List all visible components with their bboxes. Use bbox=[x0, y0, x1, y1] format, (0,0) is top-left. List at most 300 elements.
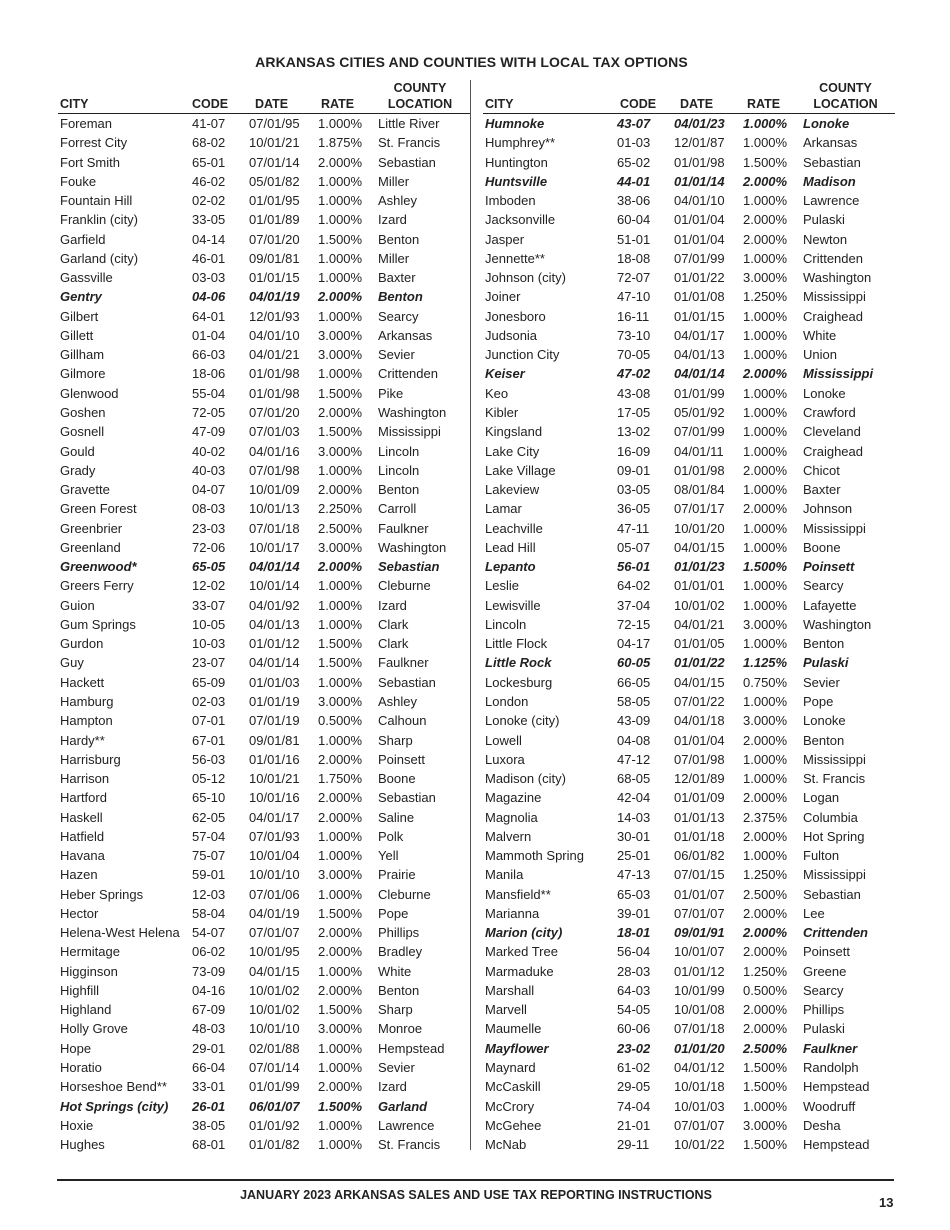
cell-city: Lincoln bbox=[485, 616, 527, 632]
cell-date: 01/01/20 bbox=[674, 1040, 725, 1056]
cell-rate: 1.500% bbox=[743, 1060, 788, 1076]
cell-rate: 2.000% bbox=[743, 501, 788, 517]
table-row bbox=[58, 788, 470, 807]
cell-city: Leslie bbox=[485, 578, 519, 594]
cell-rate: 2.000% bbox=[743, 944, 788, 960]
cell-date: 01/01/07 bbox=[674, 886, 725, 902]
cell-code: 43-07 bbox=[617, 116, 651, 131]
cell-city: Highland bbox=[60, 1002, 112, 1018]
cell-rate: 2.000% bbox=[318, 751, 363, 767]
table-row bbox=[483, 653, 895, 672]
cell-city: Gilbert bbox=[60, 308, 99, 324]
cell-date: 07/01/17 bbox=[674, 501, 725, 517]
cell-city: Harrisburg bbox=[60, 751, 121, 767]
cell-date: 01/01/98 bbox=[249, 385, 300, 401]
cell-date: 04/01/15 bbox=[674, 539, 725, 555]
cell-city: Gassville bbox=[60, 270, 113, 286]
cell-city: Magnolia bbox=[485, 809, 538, 825]
cell-code: 18-06 bbox=[192, 366, 226, 382]
cell-date: 04/01/18 bbox=[674, 713, 725, 729]
cell-code: 73-10 bbox=[617, 327, 651, 343]
cell-city: Mammoth Spring bbox=[485, 848, 584, 864]
cell-date: 09/01/91 bbox=[674, 925, 725, 941]
cell-rate: 1.000% bbox=[318, 578, 363, 594]
cell-code: 65-05 bbox=[192, 559, 226, 575]
cell-rate: 2.000% bbox=[318, 1079, 363, 1095]
cell-city: Hoxie bbox=[60, 1117, 94, 1133]
cell-code: 17-05 bbox=[617, 404, 651, 420]
cell-code: 72-07 bbox=[617, 270, 651, 286]
table-row bbox=[58, 923, 470, 942]
cell-date: 10/01/17 bbox=[249, 539, 300, 555]
table-row bbox=[483, 827, 895, 846]
table-row bbox=[483, 307, 895, 326]
cell-county-location: Hempstead bbox=[803, 1079, 870, 1095]
cell-date: 04/01/13 bbox=[249, 616, 300, 632]
cell-rate: 1.500% bbox=[318, 231, 363, 247]
cell-date: 04/01/13 bbox=[674, 347, 725, 363]
cell-date: 07/01/93 bbox=[249, 828, 300, 844]
cell-code: 47-11 bbox=[617, 520, 650, 536]
cell-county-location: Boone bbox=[378, 771, 416, 787]
cell-county-location: Baxter bbox=[803, 482, 841, 498]
cell-rate: 1.000% bbox=[318, 597, 363, 613]
cell-county-location: Poinsett bbox=[803, 559, 855, 575]
cell-county-location: Sebastian bbox=[378, 559, 440, 575]
table-row bbox=[58, 210, 470, 229]
cell-county-location: Union bbox=[803, 347, 837, 363]
cell-rate: 1.000% bbox=[318, 212, 363, 228]
cell-code: 04-08 bbox=[617, 732, 651, 748]
cell-code: 66-05 bbox=[617, 674, 651, 690]
table-row bbox=[483, 230, 895, 249]
table-row bbox=[58, 846, 470, 865]
cell-rate: 1.000% bbox=[743, 443, 788, 459]
cell-rate: 1.000% bbox=[743, 347, 788, 363]
right-table bbox=[483, 78, 895, 1154]
cell-date: 09/01/81 bbox=[249, 732, 300, 748]
cell-date: 07/01/18 bbox=[249, 520, 300, 536]
cell-city: Hermitage bbox=[60, 944, 120, 960]
table-row bbox=[58, 904, 470, 923]
cell-city: Grady bbox=[60, 462, 96, 478]
cell-city: Hope bbox=[60, 1040, 92, 1056]
cell-rate: 2.000% bbox=[743, 366, 788, 382]
cell-county-location: Sevier bbox=[378, 347, 415, 363]
cell-county-location: St. Francis bbox=[803, 771, 866, 787]
header-code: CODE bbox=[620, 97, 657, 111]
cell-rate: 2.500% bbox=[743, 1040, 788, 1056]
cell-rate: 1.500% bbox=[743, 1079, 788, 1095]
cell-date: 07/01/03 bbox=[249, 424, 300, 440]
cell-rate: 1.000% bbox=[743, 327, 788, 343]
cell-rate: 2.000% bbox=[318, 154, 363, 170]
cell-rate: 0.750% bbox=[743, 674, 788, 690]
cell-county-location: Pulaski bbox=[803, 212, 845, 228]
cell-date: 10/01/22 bbox=[674, 1137, 725, 1153]
cell-date: 04/01/14 bbox=[249, 559, 300, 575]
cell-county-location: White bbox=[803, 327, 837, 343]
cell-rate: 1.000% bbox=[743, 404, 788, 420]
cell-county-location: Mississippi bbox=[803, 867, 866, 883]
cell-date: 01/01/13 bbox=[674, 809, 725, 825]
cell-code: 56-01 bbox=[617, 559, 651, 575]
cell-rate: 2.000% bbox=[318, 482, 363, 498]
cell-city: Lead Hill bbox=[485, 539, 536, 555]
cell-rate: 1.000% bbox=[743, 1098, 788, 1114]
table-row bbox=[483, 981, 895, 1000]
cell-city: Keiser bbox=[485, 366, 525, 382]
cell-county-location: Searcy bbox=[378, 308, 419, 324]
cell-rate: 1.000% bbox=[743, 250, 788, 266]
cell-city: Mansfield** bbox=[485, 886, 551, 902]
cell-city: Helena-West Helena bbox=[60, 925, 180, 941]
cell-code: 47-13 bbox=[617, 867, 651, 883]
cell-code: 18-08 bbox=[617, 250, 651, 266]
cell-city: Humphrey** bbox=[485, 135, 556, 151]
cell-county-location: Hot Spring bbox=[803, 828, 865, 844]
cell-county-location: Lafayette bbox=[803, 597, 857, 613]
cell-rate: 1.000% bbox=[318, 308, 363, 324]
cell-rate: 1.000% bbox=[318, 732, 363, 748]
cell-rate: 1.000% bbox=[318, 270, 363, 286]
cell-rate: 1.500% bbox=[318, 385, 363, 401]
cell-city: Glenwood bbox=[60, 385, 119, 401]
cell-date: 07/01/22 bbox=[674, 693, 725, 709]
cell-date: 10/01/04 bbox=[249, 848, 300, 864]
cell-date: 01/01/04 bbox=[674, 732, 725, 748]
cell-county-location: Phillips bbox=[378, 925, 420, 941]
cell-city: Gravette bbox=[60, 482, 110, 498]
table-row bbox=[483, 364, 895, 383]
cell-rate: 3.000% bbox=[743, 1117, 788, 1133]
cell-code: 38-06 bbox=[617, 193, 651, 209]
cell-city: Hazen bbox=[60, 867, 98, 883]
cell-county-location: Woodruff bbox=[803, 1098, 856, 1114]
cell-code: 04-07 bbox=[192, 482, 226, 498]
cell-code: 60-05 bbox=[617, 655, 651, 671]
cell-date: 04/01/15 bbox=[249, 963, 300, 979]
header-city: CITY bbox=[60, 97, 89, 111]
cell-date: 01/01/98 bbox=[674, 154, 725, 170]
cell-date: 10/01/18 bbox=[674, 1079, 725, 1095]
cell-code: 39-01 bbox=[617, 905, 651, 921]
table-row bbox=[58, 731, 470, 750]
cell-rate: 0.500% bbox=[743, 982, 788, 998]
header-county-line2: LOCATION bbox=[813, 97, 878, 111]
cell-city: Keo bbox=[485, 385, 509, 401]
cell-county-location: Crittenden bbox=[378, 366, 438, 382]
cell-rate: 2.000% bbox=[318, 790, 363, 806]
cell-date: 10/01/03 bbox=[674, 1098, 725, 1114]
cell-city: Gum Springs bbox=[60, 616, 136, 632]
table-row bbox=[483, 1000, 895, 1019]
table-row bbox=[483, 692, 895, 711]
cell-code: 18-01 bbox=[617, 925, 651, 941]
table-row bbox=[58, 981, 470, 1000]
cell-code: 66-04 bbox=[192, 1060, 226, 1076]
table-row bbox=[58, 442, 470, 461]
cell-rate: 1.500% bbox=[318, 424, 363, 440]
cell-county-location: Sevier bbox=[803, 674, 840, 690]
table-row bbox=[58, 808, 470, 827]
cell-code: 61-02 bbox=[617, 1060, 651, 1076]
cell-code: 58-05 bbox=[617, 693, 651, 709]
cell-code: 02-02 bbox=[192, 193, 226, 209]
cell-city: Gilmore bbox=[60, 366, 106, 382]
table-row bbox=[58, 692, 470, 711]
cell-date: 01/01/19 bbox=[249, 693, 300, 709]
cell-county-location: Benton bbox=[378, 231, 420, 247]
cell-city: Lockesburg bbox=[485, 674, 553, 690]
cell-rate: 2.000% bbox=[743, 212, 788, 228]
cell-city: Franklin (city) bbox=[60, 212, 139, 228]
cell-date: 01/01/05 bbox=[674, 636, 725, 652]
cell-date: 05/01/92 bbox=[674, 404, 725, 420]
cell-code: 64-01 bbox=[192, 308, 226, 324]
cell-county-location: Sevier bbox=[378, 1060, 415, 1076]
table-row bbox=[483, 191, 895, 210]
cell-city: Lowell bbox=[485, 732, 522, 748]
cell-rate: 2.000% bbox=[318, 404, 363, 420]
cell-rate: 1.000% bbox=[318, 828, 363, 844]
cell-date: 04/01/19 bbox=[249, 289, 300, 305]
cell-city: Fort Smith bbox=[60, 154, 120, 170]
cell-city: Huntington bbox=[485, 154, 548, 170]
table-row bbox=[483, 268, 895, 287]
table-row bbox=[58, 1077, 470, 1096]
cell-county-location: Ashley bbox=[378, 193, 418, 209]
cell-county-location: Cleburne bbox=[378, 886, 431, 902]
cell-city: Garland (city) bbox=[60, 250, 139, 266]
cell-city: Joiner bbox=[485, 289, 521, 305]
cell-rate: 1.000% bbox=[743, 848, 788, 864]
cell-city: Malvern bbox=[485, 828, 532, 844]
cell-county-location: Mississippi bbox=[803, 366, 874, 382]
cell-city: Manila bbox=[485, 867, 524, 883]
cell-city: Greenbrier bbox=[60, 520, 123, 536]
cell-rate: 2.000% bbox=[318, 289, 363, 305]
cell-date: 01/01/03 bbox=[249, 674, 300, 690]
cell-code: 67-01 bbox=[192, 732, 226, 748]
cell-code: 72-06 bbox=[192, 539, 226, 555]
cell-code: 09-01 bbox=[617, 462, 651, 478]
cell-county-location: Sebastian bbox=[378, 154, 436, 170]
cell-code: 66-03 bbox=[192, 347, 226, 363]
cell-county-location: Lonoke bbox=[803, 385, 846, 401]
cell-rate: 2.000% bbox=[743, 1002, 788, 1018]
table-row bbox=[483, 210, 895, 229]
cell-date: 07/01/19 bbox=[249, 713, 300, 729]
cell-city: Lake City bbox=[485, 443, 540, 459]
cell-county-location: Crittenden bbox=[803, 250, 863, 266]
cell-date: 01/01/92 bbox=[249, 1117, 300, 1133]
cell-city: McNab bbox=[485, 1137, 527, 1153]
cell-rate: 3.000% bbox=[318, 443, 363, 459]
cell-city: Gould bbox=[60, 443, 95, 459]
cell-rate: 3.000% bbox=[743, 270, 788, 286]
cell-date: 07/01/14 bbox=[249, 1060, 300, 1076]
cell-city: McCaskill bbox=[485, 1079, 541, 1095]
table-row bbox=[58, 133, 470, 152]
cell-code: 33-05 bbox=[192, 212, 226, 228]
cell-code: 25-01 bbox=[617, 848, 651, 864]
table-row bbox=[58, 653, 470, 672]
cell-code: 14-03 bbox=[617, 809, 651, 825]
cell-code: 01-04 bbox=[192, 327, 226, 343]
table-row bbox=[58, 942, 470, 961]
cell-date: 04/01/23 bbox=[674, 116, 725, 131]
table-row bbox=[483, 133, 895, 152]
cell-code: 57-04 bbox=[192, 828, 226, 844]
cell-code: 46-01 bbox=[192, 250, 226, 266]
cell-county-location: Saline bbox=[378, 809, 415, 825]
cell-code: 43-08 bbox=[617, 385, 651, 401]
cell-code: 56-03 bbox=[192, 751, 226, 767]
cell-rate: 2.000% bbox=[743, 905, 788, 921]
cell-code: 07-01 bbox=[192, 713, 226, 729]
cell-city: London bbox=[485, 693, 529, 709]
cell-county-location: Faulkner bbox=[803, 1040, 858, 1056]
cell-city: Lonoke (city) bbox=[485, 713, 560, 729]
cell-date: 10/01/10 bbox=[249, 867, 300, 883]
cell-date: 09/01/81 bbox=[249, 250, 300, 266]
cell-date: 01/01/95 bbox=[249, 193, 300, 209]
table-row bbox=[58, 885, 470, 904]
cell-city: Haskell bbox=[60, 809, 103, 825]
cell-city: Lamar bbox=[485, 501, 522, 517]
cell-county-location: Sebastian bbox=[803, 154, 861, 170]
cell-code: 72-05 bbox=[192, 404, 226, 420]
table-row bbox=[58, 711, 470, 730]
cell-date: 07/01/20 bbox=[249, 404, 300, 420]
cell-city: Guy bbox=[60, 655, 84, 671]
header-date: DATE bbox=[255, 97, 289, 111]
cell-code: 29-05 bbox=[617, 1079, 651, 1095]
cell-date: 07/01/07 bbox=[249, 925, 300, 941]
cell-rate: 1.750% bbox=[318, 771, 363, 787]
cell-county-location: Izard bbox=[378, 1079, 407, 1095]
table-row bbox=[483, 904, 895, 923]
cell-county-location: Columbia bbox=[803, 809, 858, 825]
table-row bbox=[483, 846, 895, 865]
cell-county-location: Crawford bbox=[803, 404, 856, 420]
cell-county-location: Sharp bbox=[378, 732, 413, 748]
cell-city: McCrory bbox=[485, 1098, 535, 1114]
cell-date: 05/01/82 bbox=[249, 173, 300, 189]
cell-date: 04/01/12 bbox=[674, 1060, 725, 1076]
cell-rate: 2.000% bbox=[743, 828, 788, 844]
cell-date: 01/01/08 bbox=[674, 289, 725, 305]
cell-date: 04/01/19 bbox=[249, 905, 300, 921]
cell-rate: 1.000% bbox=[743, 636, 788, 652]
cell-code: 13-02 bbox=[617, 424, 651, 440]
table-row bbox=[483, 1039, 895, 1058]
left-table bbox=[58, 78, 470, 1154]
cell-rate: 1.000% bbox=[743, 520, 788, 536]
cell-city: Hector bbox=[60, 905, 99, 921]
cell-city: Gentry bbox=[60, 289, 102, 305]
cell-code: 21-01 bbox=[617, 1117, 651, 1133]
cell-county-location: Cleburne bbox=[378, 578, 431, 594]
cell-rate: 1.000% bbox=[318, 616, 363, 632]
cell-rate: 1.000% bbox=[743, 193, 788, 209]
cell-county-location: Greene bbox=[803, 963, 847, 979]
cell-rate: 1.000% bbox=[318, 848, 363, 864]
table-row bbox=[58, 326, 470, 345]
cell-city: Gurdon bbox=[60, 636, 104, 652]
cell-rate: 1.000% bbox=[318, 886, 363, 902]
cell-date: 04/01/14 bbox=[249, 655, 300, 671]
table-row bbox=[58, 172, 470, 191]
cell-code: 48-03 bbox=[192, 1021, 226, 1037]
cell-date: 01/01/09 bbox=[674, 790, 725, 806]
cell-city: Lepanto bbox=[485, 559, 536, 575]
cell-code: 29-11 bbox=[617, 1137, 650, 1153]
cell-county-location: Miller bbox=[378, 250, 410, 266]
page-title: ARKANSAS CITIES AND COUNTIES WITH LOCAL TAX OPTIONS bbox=[255, 54, 688, 70]
table-row bbox=[58, 384, 470, 403]
cell-county-location: Searcy bbox=[803, 982, 844, 998]
cell-county-location: Faulkner bbox=[378, 520, 429, 536]
cell-code: 04-06 bbox=[192, 289, 226, 305]
cell-city: Maumelle bbox=[485, 1021, 542, 1037]
cell-city: Lakeview bbox=[485, 482, 540, 498]
table-row bbox=[483, 557, 895, 576]
cell-code: 59-01 bbox=[192, 867, 226, 883]
table-row bbox=[58, 114, 470, 133]
cell-code: 42-04 bbox=[617, 790, 651, 806]
cell-rate: 2.000% bbox=[318, 925, 363, 941]
cell-code: 40-03 bbox=[192, 462, 226, 478]
cell-county-location: Chicot bbox=[803, 462, 840, 478]
cell-rate: 3.000% bbox=[318, 539, 363, 555]
cell-rate: 3.000% bbox=[318, 327, 363, 343]
cell-county-location: Sharp bbox=[378, 1002, 413, 1018]
cell-city: Greers Ferry bbox=[60, 578, 134, 594]
cell-rate: 1.500% bbox=[318, 636, 363, 652]
cell-county-location: Benton bbox=[803, 636, 845, 652]
cell-rate: 2.250% bbox=[318, 501, 363, 517]
header-county-line1: COUNTY bbox=[819, 81, 872, 95]
cell-rate: 1.000% bbox=[318, 250, 363, 266]
cell-city: Marion (city) bbox=[485, 925, 563, 941]
table-row bbox=[483, 923, 895, 942]
table-row bbox=[483, 731, 895, 750]
cell-code: 67-09 bbox=[192, 1002, 226, 1018]
cell-city: Marianna bbox=[485, 905, 540, 921]
cell-code: 04-14 bbox=[192, 231, 226, 247]
cell-date: 01/01/98 bbox=[249, 366, 300, 382]
cell-rate: 1.000% bbox=[318, 1137, 363, 1153]
table-row bbox=[483, 788, 895, 807]
cell-county-location: Sebastian bbox=[378, 790, 436, 806]
cell-date: 01/01/04 bbox=[674, 212, 725, 228]
cell-county-location: Lonoke bbox=[803, 713, 846, 729]
cell-date: 10/01/14 bbox=[249, 578, 300, 594]
table-row bbox=[483, 326, 895, 345]
cell-city: Humnoke bbox=[485, 116, 545, 131]
cell-rate: 2.000% bbox=[743, 1021, 788, 1037]
cell-city: Magazine bbox=[485, 790, 542, 806]
cell-rate: 1.000% bbox=[318, 462, 363, 478]
cell-date: 07/01/95 bbox=[249, 116, 300, 131]
cell-code: 01-03 bbox=[617, 135, 651, 151]
cell-county-location: Baxter bbox=[378, 270, 416, 286]
cell-county-location: Prairie bbox=[378, 867, 416, 883]
cell-date: 10/01/10 bbox=[249, 1021, 300, 1037]
cell-city: Hampton bbox=[60, 713, 113, 729]
